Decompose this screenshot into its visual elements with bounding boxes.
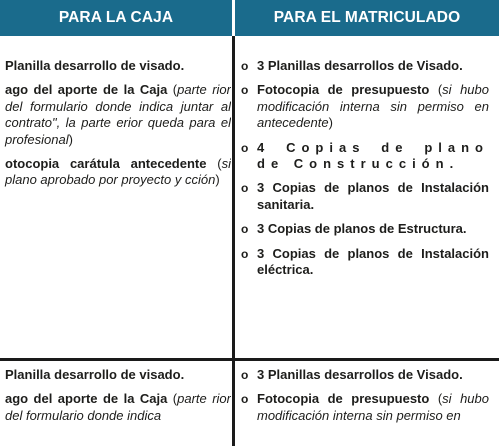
item-bold-text: 3 Copias de planos de Instalación eléctrica. [257, 245, 489, 278]
row1-caja-item-2 [0, 82, 231, 148]
item-bold-text: 3 Planillas desarrollos de Visado. [257, 367, 463, 382]
item-bold-text: otocopia carátula antecedente [5, 156, 207, 172]
item-italic-text: parte rior del formulario donde indica juntar al contrato", la parte erior queda para el profesional [5, 82, 231, 147]
item-italic-text: si plano aprobado por proyecto y cción [5, 156, 231, 188]
header-para-la-caja: PARA LA CAJA [0, 0, 232, 36]
item-bold-text: ago del aporte de la Caja [5, 82, 168, 98]
item-paren: ( [167, 82, 178, 98]
item-bold-text-inner: 4 Copias de plano de Construcción. [257, 139, 489, 172]
item-italic-text: si hubo modificación interna sin permiso en [257, 391, 489, 423]
row2-caja-item-2 [0, 391, 231, 424]
bullet-icon: o [241, 368, 249, 382]
bullet-icon: o [241, 181, 249, 196]
row1-matriculado-cell [235, 58, 495, 286]
bullet-icon: o [241, 59, 249, 73]
item-bold-text: Planilla desarrollo de visado. [5, 367, 185, 382]
item-bold-text: ago del aporte de la Caja [5, 391, 168, 407]
row1-matriculado-item-6 [235, 246, 495, 279]
item-italic-text: si hubo modificación interna sin permiso en antecedente [257, 82, 489, 131]
item-paren: ( [429, 391, 443, 407]
item-paren: ) [68, 131, 73, 147]
item-bold-text: Fotocopia de presupuesto [257, 391, 430, 407]
bullet-icon: o [241, 222, 249, 237]
item-paren: ( [429, 82, 443, 98]
bullet-icon: o [241, 140, 249, 155]
row2-matriculado-item-2 [235, 391, 495, 424]
row1-caja-item-1 [0, 58, 231, 74]
bullet-icon: o [241, 392, 249, 407]
row1-matriculado-item-4 [235, 180, 495, 213]
row1-matriculado-item-3 [235, 140, 495, 173]
item-bold-text: 3 Copias de planos de Estructura. [257, 221, 467, 237]
header-para-el-matriculado: PARA EL MATRICULADO [235, 0, 499, 36]
item-bold-text: Fotocopia de presupuesto [257, 82, 430, 98]
item-italic-text: parte rior del formulario donde indica [5, 391, 231, 423]
row1-caja-cell [0, 58, 231, 197]
item-bold-text [257, 140, 489, 173]
row2-caja-item-1 [0, 367, 231, 383]
row2-matriculado-item-1 [235, 367, 495, 383]
item-bold-text: 3 Planillas desarrollos de Visado. [257, 58, 463, 73]
item-paren: ) [328, 115, 333, 131]
row-divider [0, 358, 499, 361]
bullet-icon: o [241, 83, 249, 98]
bullet-icon: o [241, 246, 249, 261]
row1-matriculado-item-1 [235, 58, 495, 74]
item-paren: ( [167, 391, 178, 407]
row2-caja-cell [0, 367, 231, 432]
item-paren: ( [206, 156, 222, 172]
row1-matriculado-item-2 [235, 82, 495, 131]
row1-matriculado-item-5 [235, 221, 495, 237]
row1-caja-item-3 [0, 156, 231, 189]
row2-matriculado-cell [235, 367, 495, 432]
item-bold-text: Planilla desarrollo de visado. [5, 58, 185, 73]
item-paren: ) [215, 172, 220, 188]
item-bold-text: 3 Copias de planos de Instalación sanitaria. [257, 180, 489, 212]
